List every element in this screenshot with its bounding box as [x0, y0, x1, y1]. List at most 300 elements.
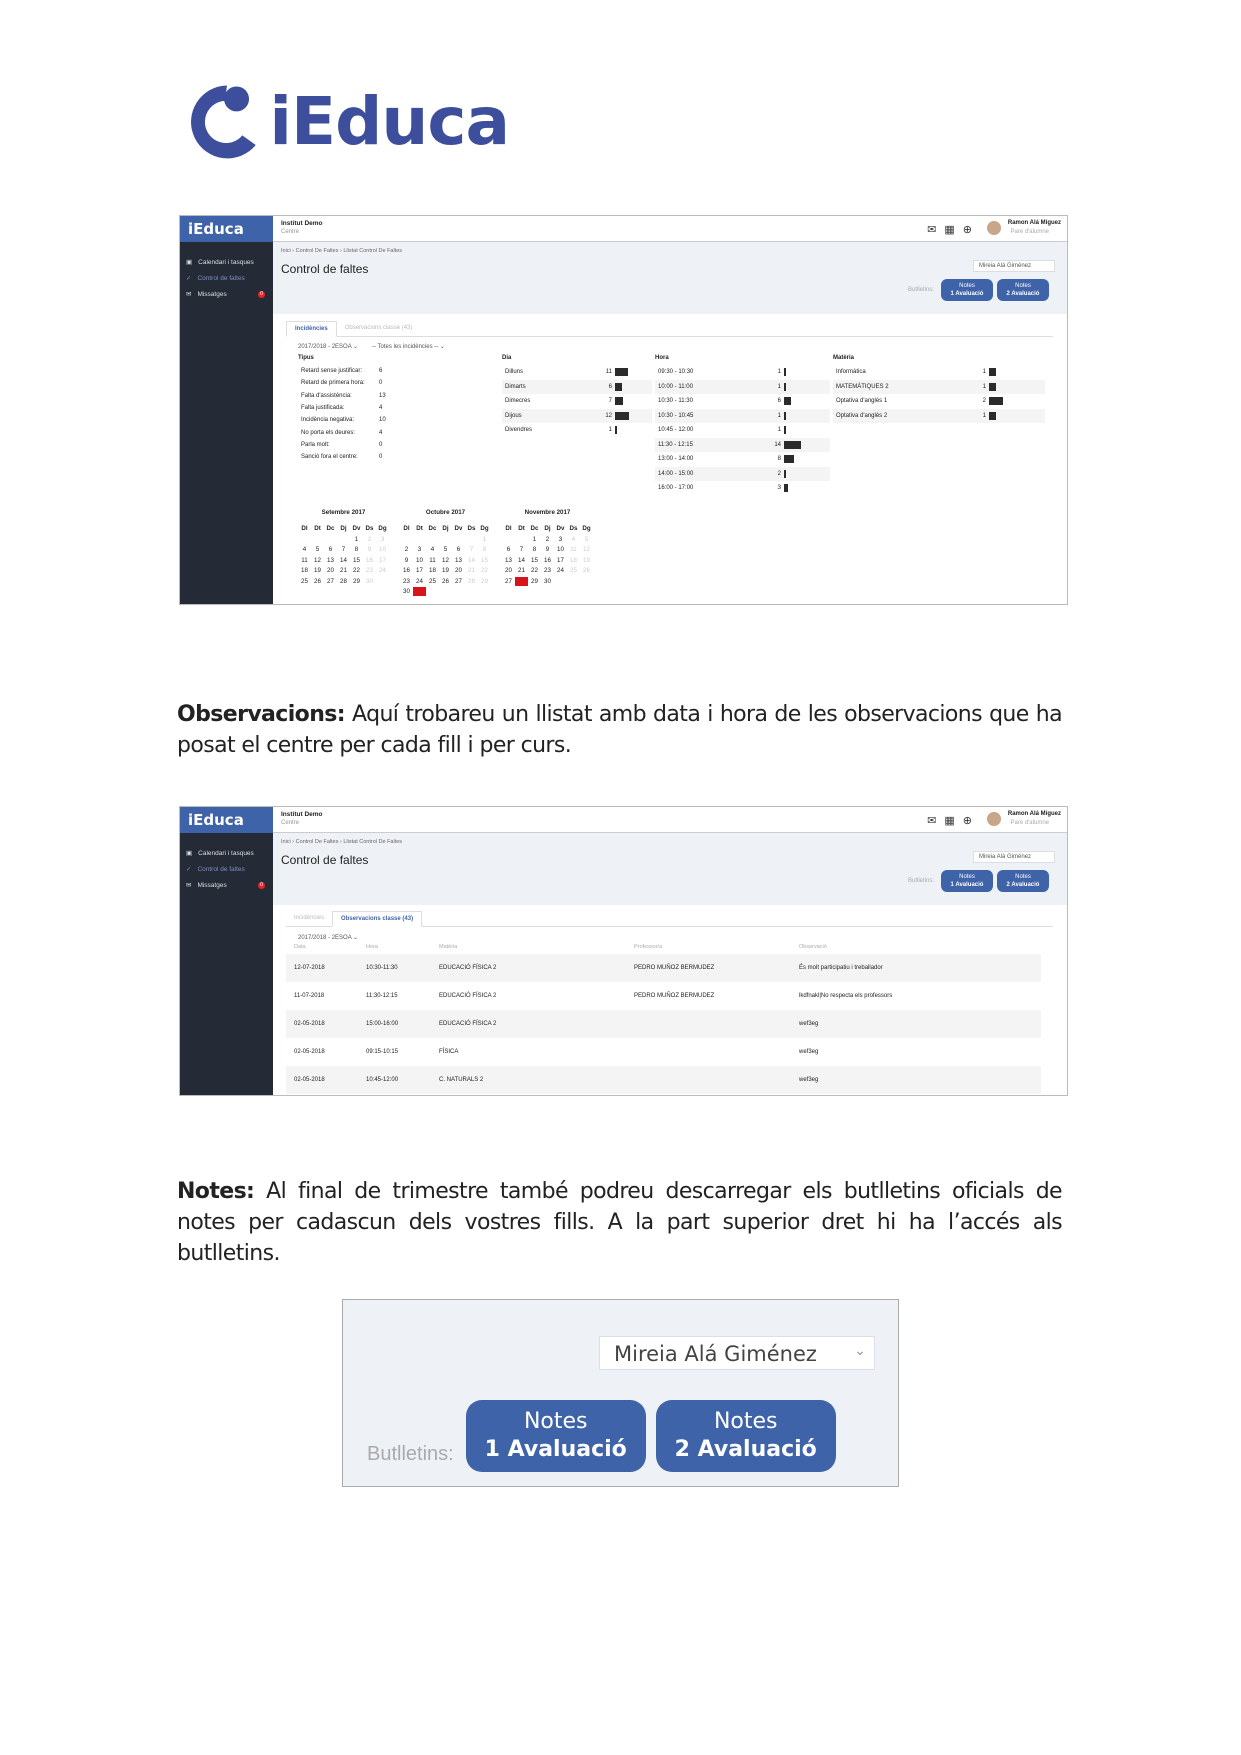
calendar-day[interactable]: 29 — [531, 577, 538, 585]
weekday-label: Ds — [569, 525, 578, 532]
calendar-day[interactable]: 22 — [353, 567, 360, 574]
weekday-label: Dj — [442, 525, 449, 532]
calendar-day[interactable]: 12 — [583, 546, 590, 553]
calendar-day[interactable]: 8 — [482, 546, 487, 553]
btn-top: Notes — [1015, 874, 1031, 880]
calendar-day[interactable]: 10 — [416, 556, 423, 564]
incidence-filter[interactable]: -- Totes les incidències -- ⌄ — [372, 344, 445, 350]
btn-top: Notes — [959, 283, 975, 289]
sidebar-item-label: Calendari i tasques — [198, 258, 254, 266]
sidebar — [180, 807, 273, 1095]
calendar-month — [400, 509, 491, 596]
calendar-day[interactable]: 3 — [417, 546, 422, 553]
weekday-label: Dt — [314, 525, 321, 532]
calendar-day[interactable]: 4 — [571, 535, 576, 543]
calendar-day[interactable]: 3 — [380, 535, 385, 543]
tab-incidencies[interactable]: Incidències — [294, 915, 325, 921]
header-professor: Professor/a — [634, 944, 663, 950]
tipus-row — [298, 439, 398, 451]
materia-bar — [989, 368, 996, 376]
empty-cell — [465, 535, 478, 544]
calendar-day[interactable]: 31 — [413, 587, 426, 596]
notes-2-button[interactable] — [997, 279, 1049, 301]
weekday-label: Dv — [454, 525, 463, 532]
calendar-day[interactable]: 9 — [367, 546, 372, 553]
dia-bar — [615, 368, 628, 376]
weekday-label: Dc — [530, 525, 539, 532]
child-select[interactable]: Mireia Alá Giménez — [973, 851, 1055, 863]
empty-cell — [452, 535, 465, 544]
column-header: Dia — [502, 355, 512, 361]
calendar-day[interactable]: 26 — [314, 577, 321, 585]
paragraph-text: Al final de trimestre també podreu descarregar els butlletins oficials de notes per cadascun dels vostres fills. A la part superior dret hi ha l’accés als butlletins. — [177, 1179, 1062, 1266]
user-name[interactable]: Ramon Alá Míguez — [1007, 220, 1061, 226]
user-role: Pare d'alumne — [1010, 229, 1049, 235]
dia-row — [502, 365, 652, 380]
column-header: Hora — [655, 355, 669, 361]
empty-cell — [298, 535, 311, 544]
cell-hora: 10:30-11:30 — [366, 965, 398, 971]
calendar-day[interactable]: 17 — [557, 556, 564, 564]
tipus-label: Falta d'assistència: — [301, 392, 352, 399]
calendar-month — [298, 509, 389, 586]
hora-label: 10:30 - 11:30 — [658, 398, 693, 405]
tipus-label: No porta els deures: — [301, 429, 356, 436]
calendar-day[interactable]: 19 — [314, 567, 321, 574]
calendar-day[interactable]: 18 — [429, 567, 436, 574]
calendar-day[interactable]: 1 — [532, 535, 537, 543]
calendar-day[interactable]: 15 — [353, 556, 360, 564]
weekday-label: Dc — [428, 525, 437, 532]
hora-bar — [784, 470, 786, 478]
calendar-day[interactable]: 16 — [544, 556, 551, 564]
cell-data: 12-07-2018 — [294, 965, 325, 971]
hora-count: 3 — [777, 485, 781, 492]
materia-count: 2 — [982, 398, 986, 405]
user-name[interactable]: Ramon Alá Míguez — [1007, 811, 1061, 817]
empty-cell — [324, 535, 337, 544]
child-select[interactable] — [599, 1336, 875, 1370]
dia-label: Divendres — [505, 427, 533, 434]
calendar-day[interactable]: 21 — [518, 567, 525, 574]
calendar-day[interactable]: 24 — [379, 567, 386, 574]
notes-1-button[interactable] — [941, 279, 993, 301]
calendar-day[interactable]: 2 — [404, 546, 409, 553]
header — [273, 216, 1067, 242]
calendar-day[interactable]: 20 — [327, 567, 334, 574]
calendar-day[interactable]: 8 — [532, 546, 537, 553]
tipus-count: 10 — [379, 417, 386, 424]
avatar[interactable] — [987, 221, 1001, 235]
centre-label: Centre — [281, 229, 300, 235]
calendar-day[interactable]: 11 — [570, 546, 577, 553]
weekday-label: Dt — [518, 525, 525, 532]
calendar-day[interactable]: 21 — [340, 567, 347, 574]
calendar-day[interactable]: 13 — [327, 556, 334, 564]
butlletins-label: Butlletins: — [367, 1443, 454, 1465]
user-role: Pare d'alumne — [1010, 820, 1049, 826]
calendar-day[interactable]: 24 — [557, 567, 564, 574]
tipus-row — [298, 426, 398, 438]
sidebar-item-label: Missatges — [197, 881, 227, 889]
tipus-count: 4 — [379, 429, 383, 436]
calendar-day[interactable]: 12 — [314, 556, 321, 564]
empty-cell — [337, 535, 350, 544]
page-header — [273, 242, 1067, 314]
hora-count: 8 — [777, 456, 781, 463]
tipus-count: 13 — [379, 392, 386, 399]
cell-data: 02-05-2018 — [294, 1021, 325, 1027]
materia-label: Informàtica — [836, 369, 866, 376]
table-row[interactable] — [286, 982, 1041, 1010]
notes-1-button[interactable] — [941, 870, 993, 892]
sidebar-item-messages[interactable] — [180, 286, 273, 302]
institution-name: Institut Demo — [281, 220, 323, 227]
calendar-day[interactable]: 5 — [315, 546, 320, 553]
calendar-day[interactable]: 6 — [328, 546, 333, 553]
calendar-day[interactable]: 4 — [430, 546, 435, 553]
help-icon[interactable]: ⊕ — [962, 224, 972, 236]
notes-2-button[interactable] — [656, 1400, 836, 1472]
calendar-day[interactable]: 11 — [301, 556, 308, 564]
materia-row — [833, 380, 1045, 395]
cell-matria: EDUCACIÓ FÍSICA 2 — [439, 1021, 497, 1027]
tipus-column — [298, 355, 398, 463]
calendar-icon[interactable]: ▦ — [944, 815, 955, 827]
calendar-day[interactable]: 26 — [583, 567, 590, 574]
hora-count: 2 — [777, 470, 781, 477]
cell-hora: 09:15-10:15 — [366, 1049, 399, 1055]
hora-label: 10:00 - 11:00 — [658, 383, 693, 390]
calendar-title: Octubre 2017 — [425, 509, 466, 516]
ieduca-logo — [179, 73, 509, 169]
materia-bar — [989, 397, 1003, 405]
observacions-table — [286, 944, 1041, 1094]
calendar-day[interactable]: 7 — [519, 546, 524, 553]
calendar-day[interactable]: 23 — [366, 567, 373, 574]
calendar-title: Novembre 2017 — [524, 509, 571, 516]
header-data: Data — [294, 944, 306, 950]
calendar-month — [502, 509, 593, 586]
header-observacio: Observació — [799, 944, 827, 950]
calendar-day[interactable]: 13 — [505, 556, 512, 564]
help-icon[interactable]: ⊕ — [962, 815, 972, 827]
tab-observacions[interactable]: Observacions classe (43) — [344, 325, 413, 331]
ieduca-logo-icon — [179, 76, 263, 166]
dia-count: 12 — [605, 412, 612, 419]
btn-bottom: 1 Avaluació — [950, 882, 984, 888]
tipus-label: Sanció fora el centre: — [301, 454, 358, 461]
cell-hora: 15:00-16:00 — [366, 1021, 399, 1027]
cell-observaci: És molt participatiu i treballador — [799, 965, 883, 971]
calendar-day[interactable]: 27 — [505, 577, 512, 585]
child-name: Mireia Alá Giménez — [614, 1342, 817, 1366]
btn-bottom: 2 Avaluació — [1006, 291, 1040, 297]
tipus-row — [298, 377, 398, 389]
hora-count: 1 — [777, 369, 781, 376]
weekday-label: Ds — [467, 525, 476, 532]
btn-bottom: 1 Avaluació — [950, 291, 984, 297]
sidebar-item-label: Control de faltes — [197, 865, 245, 873]
calendar-day[interactable]: 29 — [481, 577, 488, 585]
check-circle-icon: ✓ — [186, 275, 192, 282]
hora-count: 6 — [777, 398, 781, 405]
course-select[interactable]: 2017/2018 - 2ESOA ⌄ — [298, 344, 359, 350]
cell-professora: PEDRO MUÑOZ BERMUDEZ — [634, 993, 715, 999]
cell-data: 02-05-2018 — [294, 1049, 325, 1055]
hora-row — [655, 467, 830, 482]
notes-1-button[interactable] — [466, 1400, 646, 1472]
weekday-label: Dv — [556, 525, 565, 532]
cell-matria: EDUCACIÓ FÍSICA 2 — [439, 965, 497, 971]
calendar-day[interactable]: 30 — [544, 577, 551, 585]
calendar-day[interactable]: 16 — [366, 556, 373, 564]
calendar-day[interactable]: 15 — [481, 556, 488, 564]
calendar-day[interactable]: 14 — [340, 556, 347, 564]
btn-bottom: 2 Avaluació — [674, 1437, 817, 1462]
table-row[interactable] — [286, 954, 1041, 982]
hora-row — [655, 481, 830, 496]
child-select[interactable]: Mireia Alá Giménez — [973, 260, 1055, 272]
cell-matria: FÍSICA — [439, 1049, 459, 1055]
mail-icon[interactable]: ✉ — [927, 224, 937, 236]
cell-observaci: wef3eg — [799, 1077, 819, 1083]
tabs — [286, 321, 1053, 337]
notes-2-button[interactable] — [997, 870, 1049, 892]
materia-label: Optativa d'anglès 2 — [836, 412, 888, 419]
weekday-label: Dg — [480, 525, 489, 532]
calendar-day[interactable]: 18 — [570, 556, 577, 564]
weekday-label: Dg — [582, 525, 591, 532]
screenshot-observacions — [179, 806, 1068, 1096]
materia-label: MATEMÀTIQUES 2 — [836, 383, 889, 390]
table-header — [286, 944, 1041, 954]
sidebar-item-messages[interactable] — [180, 877, 273, 893]
hora-bar — [784, 484, 788, 492]
tipus-count: 0 — [379, 441, 383, 448]
calendar-day[interactable]: 27 — [327, 577, 334, 585]
calendar-day[interactable]: 23 — [403, 577, 410, 585]
calendar-day[interactable]: 24 — [416, 577, 423, 585]
calendar-day[interactable]: 18 — [301, 567, 308, 574]
materia-row — [833, 394, 1045, 409]
hora-label: 16:00 - 17:00 — [658, 485, 694, 492]
dia-bar — [615, 397, 623, 405]
weekday-label: Dl — [403, 525, 410, 532]
calendar-day[interactable]: 14 — [468, 556, 475, 564]
calendar-day[interactable]: 13 — [455, 556, 462, 564]
calendar-day[interactable]: 12 — [442, 556, 449, 564]
calendar-icon[interactable]: ▦ — [944, 224, 955, 236]
sidebar-item-calendar[interactable] — [180, 254, 273, 270]
calendar-day[interactable]: 30 — [366, 577, 373, 585]
table-row[interactable] — [286, 1010, 1041, 1038]
calendar-day[interactable]: 27 — [455, 577, 462, 585]
column-header: Matèria — [833, 355, 855, 361]
hora-row — [655, 365, 830, 380]
calendar-day[interactable]: 5 — [443, 546, 448, 553]
calendar-day[interactable]: 23 — [544, 567, 551, 574]
calendar-day[interactable]: 20 — [455, 567, 462, 574]
calendar-day[interactable]: 11 — [429, 556, 436, 564]
btn-top: Notes — [713, 1409, 778, 1434]
cell-data: 11-07-2018 — [294, 993, 325, 999]
tab-incidencies[interactable]: Incidències — [286, 321, 337, 337]
header-hora: Hora — [366, 944, 378, 950]
calendar-day[interactable]: 1 — [354, 535, 359, 543]
mail-icon[interactable]: ✉ — [927, 815, 937, 827]
breadcrumb[interactable]: Inici › Control De Faltes › Llistat Control De Faltes — [281, 248, 403, 254]
calendar-day[interactable]: 29 — [353, 577, 360, 585]
calendar-icon: ▣ — [186, 850, 193, 857]
calendar-day[interactable]: 22 — [531, 567, 538, 574]
hora-label: 11:30 - 12:15 — [658, 441, 693, 448]
empty-cell — [439, 535, 452, 544]
calendar-day[interactable]: 1 — [482, 535, 487, 543]
calendar-day[interactable]: 4 — [302, 546, 307, 553]
sidebar — [180, 216, 273, 604]
weekday-label: Dc — [326, 525, 335, 532]
calendar-day[interactable]: 26 — [442, 577, 449, 585]
table-row[interactable] — [286, 1066, 1041, 1094]
tipus-label: Parla molt: — [301, 441, 330, 448]
weekday-label: Ds — [365, 525, 374, 532]
calendar-day[interactable]: 7 — [341, 546, 346, 553]
envelope-icon: ✉ — [186, 882, 192, 889]
sidebar-item-label: Control de faltes — [197, 274, 245, 282]
calendar-day[interactable]: 10 — [557, 546, 564, 553]
hora-bar — [784, 441, 801, 449]
calendar-day[interactable]: 28 — [468, 577, 475, 585]
header-materia: Matèria — [439, 944, 458, 950]
course-select[interactable]: 2017/2018 - 2ESOA ⌄ — [298, 935, 359, 941]
calendar-day[interactable]: 28 — [515, 577, 528, 586]
screenshot-incidencies — [179, 215, 1068, 605]
calendar-day[interactable]: 16 — [403, 567, 410, 574]
materia-count: 1 — [982, 412, 986, 419]
sidebar-item-control-faltes[interactable] — [180, 270, 273, 286]
logo-text: iEduca — [269, 82, 509, 160]
calendar-day[interactable]: 20 — [505, 567, 512, 574]
hora-count: 1 — [777, 383, 781, 390]
calendar-day[interactable]: 25 — [301, 577, 308, 585]
tipus-label: Incidència negativa: — [301, 417, 355, 424]
calendar-day[interactable]: 22 — [481, 567, 488, 574]
empty-cell — [502, 535, 515, 544]
materia-count: 1 — [982, 383, 986, 390]
hora-bar — [784, 368, 786, 376]
hora-bar — [784, 412, 786, 420]
calendar-day[interactable]: 19 — [442, 567, 449, 574]
calendar-day[interactable]: 9 — [545, 546, 550, 553]
calendar-day[interactable]: 21 — [468, 567, 475, 574]
butlletins-label: Butlletins: — [907, 287, 934, 293]
chevron-down-icon: ⌄ — [854, 1343, 866, 1359]
materia-column — [833, 355, 1045, 423]
empty-cell — [311, 535, 324, 544]
calendar-grid — [298, 524, 389, 586]
hora-column — [655, 355, 830, 496]
dia-label: Dimarts — [505, 383, 526, 390]
calendar-day[interactable]: 7 — [469, 546, 474, 553]
calendar-day[interactable]: 10 — [379, 546, 386, 553]
page-header — [273, 833, 1067, 905]
calendar-day[interactable]: 17 — [379, 556, 386, 564]
cell-hora: 10:45-12:00 — [366, 1077, 399, 1083]
page-title: Control de faltes — [281, 853, 369, 867]
tipus-label: Retard de primera hora: — [301, 380, 365, 387]
bold-label: Observacions: — [177, 702, 345, 727]
calendar-day[interactable]: 25 — [570, 567, 577, 574]
table-row[interactable] — [286, 1038, 1041, 1066]
dia-count: 1 — [608, 427, 612, 434]
cell-matria: C. NATURALS 2 — [439, 1077, 484, 1083]
dia-row — [502, 409, 652, 424]
app-logo: iEduca — [180, 807, 273, 833]
calendar-icon: ▣ — [186, 259, 193, 266]
dia-bar — [615, 412, 629, 420]
calendar-grid — [502, 524, 593, 586]
calendar-day[interactable]: 8 — [354, 546, 359, 553]
bold-label: Notes: — [177, 1179, 255, 1204]
dia-row — [502, 394, 652, 409]
calendar-day[interactable]: 17 — [416, 567, 423, 574]
calendar-day[interactable]: 6 — [506, 546, 511, 553]
calendar-day[interactable]: 15 — [531, 556, 538, 564]
materia-bar — [989, 383, 996, 391]
hora-count: 1 — [777, 412, 781, 419]
sidebar-item-calendar[interactable] — [180, 845, 273, 861]
hora-bar — [784, 455, 794, 463]
materia-count: 1 — [982, 369, 986, 376]
calendar-day[interactable]: 19 — [583, 556, 590, 564]
hora-row — [655, 409, 830, 424]
calendar-day[interactable]: 25 — [429, 577, 436, 585]
tipus-count: 0 — [379, 454, 383, 461]
calendar-day[interactable]: 5 — [584, 535, 589, 543]
empty-cell — [426, 535, 439, 544]
empty-cell — [515, 535, 528, 544]
app-logo: iEduca — [180, 216, 273, 242]
calendar-day[interactable]: 9 — [404, 556, 409, 564]
cell-observaci: wef3eg — [799, 1049, 819, 1055]
btn-bottom: 2 Avaluació — [1006, 882, 1040, 888]
avatar[interactable] — [987, 812, 1001, 826]
calendar-day[interactable]: 30 — [403, 588, 410, 595]
calendar-grid — [400, 524, 491, 596]
tab-observacions[interactable]: Observacions classe (43) — [332, 911, 422, 927]
hora-row — [655, 423, 830, 438]
breadcrumb[interactable]: Inici › Control De Faltes › Llistat Control De Faltes — [281, 839, 403, 845]
weekday-label: Dt — [416, 525, 423, 532]
calendar-day[interactable]: 2 — [367, 535, 372, 543]
calendar-day[interactable]: 6 — [456, 546, 461, 553]
dia-bar — [615, 426, 617, 434]
tipus-label: Falta justificada: — [301, 405, 345, 412]
cell-observaci: lkdfnakl|No respecta els professors — [799, 993, 893, 999]
calendar-day[interactable]: 2 — [545, 535, 550, 543]
calendar-day[interactable]: 14 — [518, 556, 525, 564]
dia-bar — [615, 383, 622, 391]
hora-row — [655, 452, 830, 467]
calendar-day[interactable]: 28 — [340, 577, 347, 585]
butlletins-label: Butlletins: — [907, 878, 934, 884]
sidebar-item-control-faltes[interactable] — [180, 861, 273, 877]
calendar-day[interactable]: 3 — [558, 535, 563, 543]
tipus-label: Retard sense justificar: — [301, 368, 363, 375]
hora-row — [655, 380, 830, 395]
tipus-count: 0 — [379, 380, 383, 387]
